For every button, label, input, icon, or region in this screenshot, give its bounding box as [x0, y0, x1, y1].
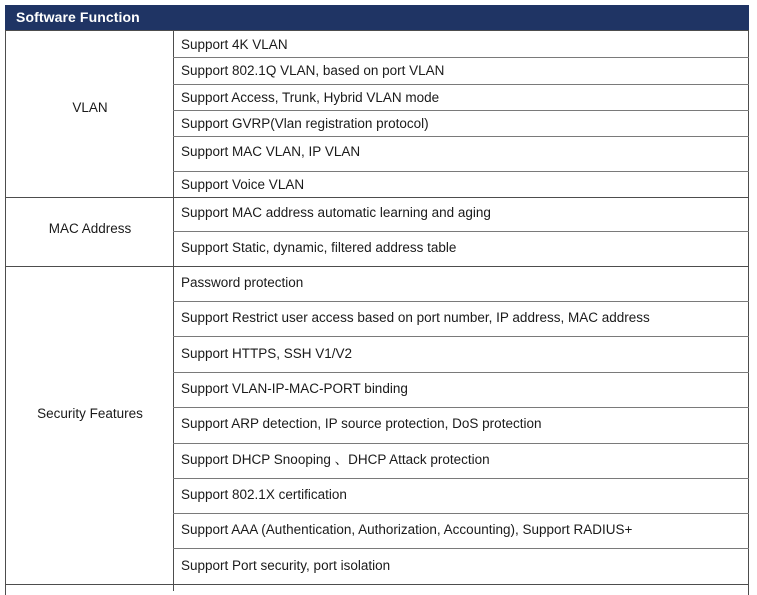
row-divider — [173, 478, 749, 479]
table-row: Support 802.1X certification — [181, 487, 347, 502]
row-divider — [173, 57, 749, 58]
table-row: Support 4K VLAN — [181, 37, 288, 52]
table-row: Support Static, dynamic, filtered address table — [181, 240, 457, 255]
row-divider — [173, 301, 749, 302]
row-divider — [173, 336, 749, 337]
table-row: Support MAC VLAN, IP VLAN — [181, 144, 361, 159]
table-header — [5, 5, 749, 31]
group-label-mac-address: MAC Address — [48, 221, 132, 236]
group-label-vlan: VLAN — [72, 100, 108, 115]
row-divider — [173, 513, 749, 514]
row-divider — [173, 443, 749, 444]
row-divider — [173, 171, 749, 172]
row-divider — [173, 110, 749, 111]
table-title: Software Function — [16, 9, 140, 25]
row-divider — [173, 84, 749, 85]
group-divider — [5, 584, 749, 585]
table-row: Support MAC address automatic learning and aging — [181, 205, 491, 220]
table-row: Support VLAN-IP-MAC-PORT binding — [181, 381, 408, 396]
group-divider — [5, 266, 749, 267]
table-row: Support GVRP(Vlan registration protocol) — [181, 116, 429, 131]
table-row: Support 802.1Q VLAN, based on port VLAN — [181, 63, 445, 78]
row-divider — [173, 548, 749, 549]
table-row: Support HTTPS, SSH V1/V2 — [181, 346, 353, 361]
table-row: Support Access, Trunk, Hybrid VLAN mode — [181, 90, 440, 105]
row-divider — [173, 136, 749, 137]
table-row: Support AAA (Authentication, Authorization, Accounting), Support RADIUS+ — [181, 522, 633, 537]
table-row: Support Port security, port isolation — [181, 558, 391, 573]
table-row: Support ARP detection, IP source protection, DoS protection — [181, 416, 542, 431]
row-divider — [173, 372, 749, 373]
table-row: Support DHCP Snooping 、DHCP Attack protection — [181, 452, 490, 467]
group-divider — [5, 197, 749, 198]
row-divider — [173, 407, 749, 408]
table-row: Password protection — [181, 275, 304, 290]
group-label-security-features: Security Features — [37, 406, 143, 421]
table-row: Support Voice VLAN — [181, 177, 305, 192]
row-divider — [173, 231, 749, 232]
table-row: Support Restrict user access based on port number, IP address, MAC address — [181, 310, 650, 325]
